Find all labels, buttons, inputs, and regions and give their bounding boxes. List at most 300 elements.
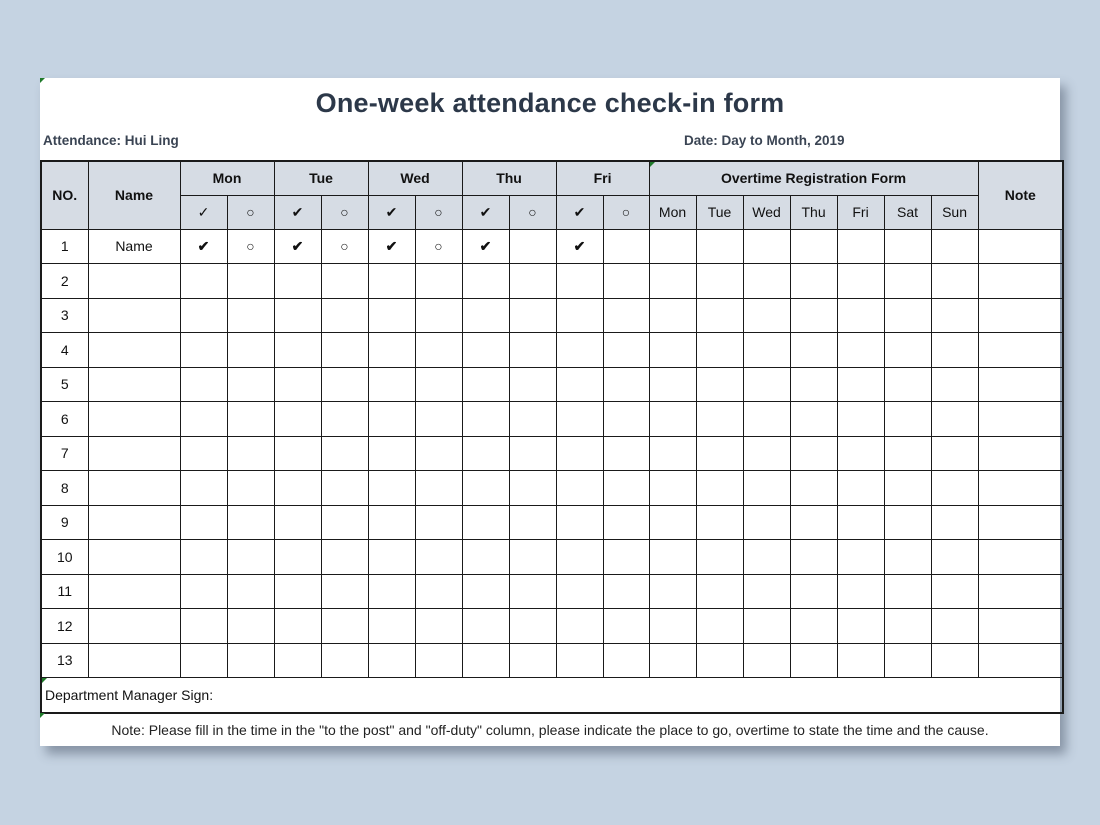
overtime-cell[interactable]	[790, 609, 837, 644]
overtime-cell[interactable]	[743, 609, 790, 644]
overtime-cell[interactable]	[790, 229, 837, 264]
overtime-cell[interactable]	[931, 471, 978, 506]
off-duty-cell[interactable]	[603, 505, 649, 540]
header-overtime	[649, 161, 978, 195]
off-duty-cell[interactable]	[509, 436, 556, 471]
on-duty-cell[interactable]	[274, 609, 321, 644]
off-duty-cell[interactable]	[321, 333, 368, 368]
on-duty-cell[interactable]	[368, 402, 415, 437]
off-duty-cell[interactable]	[415, 436, 462, 471]
on-duty-cell[interactable]	[462, 540, 509, 575]
overtime-cell[interactable]	[931, 609, 978, 644]
overtime-cell[interactable]	[837, 367, 884, 402]
overtime-cell[interactable]	[790, 574, 837, 609]
overtime-cell[interactable]	[931, 574, 978, 609]
overtime-cell[interactable]	[790, 540, 837, 575]
on-duty-cell[interactable]	[556, 333, 603, 368]
off-duty-cell[interactable]	[603, 333, 649, 368]
note-cell[interactable]	[978, 540, 1063, 575]
manager-sign-cell[interactable]	[41, 678, 1063, 714]
overtime-cell[interactable]	[649, 609, 696, 644]
name-cell[interactable]	[88, 540, 180, 575]
off-duty-cell[interactable]	[321, 298, 368, 333]
circle-icon: ○	[227, 195, 274, 229]
overtime-cell[interactable]	[743, 505, 790, 540]
on-duty-cell[interactable]	[368, 505, 415, 540]
on-duty-cell[interactable]	[462, 471, 509, 506]
overtime-cell[interactable]	[696, 367, 743, 402]
overtime-cell[interactable]	[837, 574, 884, 609]
off-duty-cell[interactable]	[415, 574, 462, 609]
off-duty-cell[interactable]	[415, 298, 462, 333]
row-number: 13	[41, 643, 88, 678]
on-duty-cell[interactable]	[180, 333, 227, 368]
off-duty-cell[interactable]	[227, 436, 274, 471]
name-cell[interactable]	[88, 505, 180, 540]
on-duty-cell[interactable]	[180, 609, 227, 644]
on-duty-cell[interactable]	[556, 264, 603, 299]
name-cell[interactable]	[88, 471, 180, 506]
off-duty-cell[interactable]	[415, 402, 462, 437]
on-duty-cell[interactable]	[368, 367, 415, 402]
note-cell[interactable]	[978, 229, 1063, 264]
overtime-cell[interactable]	[649, 471, 696, 506]
note-cell[interactable]	[978, 264, 1063, 299]
off-duty-cell[interactable]	[603, 609, 649, 644]
note-cell[interactable]	[978, 643, 1063, 678]
overtime-cell[interactable]	[790, 402, 837, 437]
on-duty-cell[interactable]	[274, 402, 321, 437]
off-duty-cell[interactable]	[321, 436, 368, 471]
on-duty-cell[interactable]	[180, 574, 227, 609]
row-number: 8	[41, 471, 88, 506]
overtime-cell[interactable]	[931, 402, 978, 437]
on-duty-cell[interactable]	[368, 609, 415, 644]
off-duty-cell[interactable]	[321, 505, 368, 540]
name-cell[interactable]	[88, 402, 180, 437]
on-duty-cell[interactable]	[274, 540, 321, 575]
overtime-cell[interactable]	[931, 298, 978, 333]
on-duty-cell[interactable]	[462, 505, 509, 540]
overtime-cell[interactable]	[931, 505, 978, 540]
on-duty-cell[interactable]	[556, 609, 603, 644]
note-cell[interactable]	[978, 471, 1063, 506]
on-duty-cell[interactable]	[180, 505, 227, 540]
on-duty-cell[interactable]	[462, 298, 509, 333]
off-duty-cell[interactable]	[603, 402, 649, 437]
table-row	[41, 609, 1063, 644]
circle-icon: ○	[509, 195, 556, 229]
off-duty-cell[interactable]	[509, 264, 556, 299]
off-duty-cell[interactable]	[227, 367, 274, 402]
overtime-cell[interactable]	[790, 367, 837, 402]
off-duty-cell[interactable]	[603, 540, 649, 575]
off-duty-cell[interactable]	[603, 264, 649, 299]
name-cell[interactable]	[88, 264, 180, 299]
circle-icon: ○	[603, 195, 649, 229]
overtime-day-thu: Thu	[790, 195, 837, 229]
header-day-thu: Thu	[462, 161, 556, 195]
on-duty-cell[interactable]	[368, 471, 415, 506]
off-duty-cell[interactable]	[321, 540, 368, 575]
on-duty-cell[interactable]	[180, 402, 227, 437]
on-duty-cell[interactable]	[368, 643, 415, 678]
overtime-cell[interactable]	[743, 229, 790, 264]
on-duty-cell[interactable]	[180, 264, 227, 299]
on-duty-cell[interactable]: ✔	[462, 229, 509, 264]
overtime-cell[interactable]	[696, 643, 743, 678]
header-note: Note	[978, 161, 1063, 229]
check-icon: ✔	[274, 195, 321, 229]
overtime-day-wed: Wed	[743, 195, 790, 229]
on-duty-cell[interactable]	[368, 298, 415, 333]
overtime-cell[interactable]	[696, 402, 743, 437]
off-duty-cell[interactable]	[509, 367, 556, 402]
name-cell[interactable]	[88, 609, 180, 644]
overtime-cell[interactable]	[696, 540, 743, 575]
overtime-cell[interactable]	[790, 333, 837, 368]
overtime-cell[interactable]	[649, 333, 696, 368]
off-duty-cell[interactable]	[603, 229, 649, 264]
off-duty-cell[interactable]	[509, 505, 556, 540]
name-cell[interactable]	[88, 367, 180, 402]
table-row	[41, 574, 1063, 609]
on-duty-cell[interactable]	[462, 264, 509, 299]
note-cell[interactable]	[978, 609, 1063, 644]
row-number: 10	[41, 540, 88, 575]
overtime-cell[interactable]	[790, 505, 837, 540]
on-duty-cell[interactable]: ✔	[556, 229, 603, 264]
on-duty-cell[interactable]	[274, 264, 321, 299]
name-cell[interactable]	[88, 643, 180, 678]
overtime-day-tue: Tue	[696, 195, 743, 229]
cell-comment-marker	[42, 678, 47, 683]
overtime-cell[interactable]	[837, 298, 884, 333]
off-duty-cell[interactable]	[509, 402, 556, 437]
name-cell[interactable]: Name	[88, 229, 180, 264]
on-duty-cell[interactable]: ✔	[368, 229, 415, 264]
off-duty-cell[interactable]	[227, 298, 274, 333]
off-duty-cell[interactable]	[509, 298, 556, 333]
table-row	[41, 367, 1063, 402]
overtime-cell[interactable]	[743, 436, 790, 471]
overtime-cell[interactable]	[649, 574, 696, 609]
name-cell[interactable]	[88, 333, 180, 368]
overtime-cell[interactable]	[884, 643, 931, 678]
off-duty-cell[interactable]	[603, 574, 649, 609]
on-duty-cell[interactable]	[274, 505, 321, 540]
row-number: 6	[41, 402, 88, 437]
attendance-label: Attendance: Hui Ling	[43, 133, 179, 148]
off-duty-cell[interactable]	[321, 574, 368, 609]
overtime-cell[interactable]	[837, 229, 884, 264]
note-cell[interactable]	[978, 333, 1063, 368]
overtime-cell[interactable]	[837, 402, 884, 437]
on-duty-cell[interactable]	[368, 264, 415, 299]
off-duty-cell[interactable]	[227, 574, 274, 609]
on-duty-cell[interactable]	[556, 540, 603, 575]
on-duty-cell[interactable]	[556, 643, 603, 678]
off-duty-cell[interactable]	[321, 264, 368, 299]
overtime-cell[interactable]	[649, 298, 696, 333]
overtime-cell[interactable]	[743, 471, 790, 506]
off-duty-cell[interactable]	[415, 609, 462, 644]
overtime-cell[interactable]	[931, 333, 978, 368]
overtime-cell[interactable]	[649, 367, 696, 402]
overtime-cell[interactable]	[931, 367, 978, 402]
off-duty-cell[interactable]	[415, 540, 462, 575]
overtime-cell[interactable]	[884, 505, 931, 540]
header-day-mon: Mon	[180, 161, 274, 195]
on-duty-cell[interactable]	[274, 643, 321, 678]
on-duty-cell[interactable]	[556, 574, 603, 609]
off-duty-cell[interactable]	[509, 540, 556, 575]
on-duty-cell[interactable]	[556, 471, 603, 506]
header-day-tue: Tue	[274, 161, 368, 195]
on-duty-cell[interactable]	[180, 643, 227, 678]
overtime-cell[interactable]	[884, 471, 931, 506]
overtime-cell[interactable]	[931, 229, 978, 264]
overtime-cell[interactable]	[743, 333, 790, 368]
row-number: 9	[41, 505, 88, 540]
on-duty-cell[interactable]	[556, 436, 603, 471]
off-duty-cell[interactable]	[227, 540, 274, 575]
overtime-cell[interactable]	[649, 643, 696, 678]
note-cell[interactable]	[978, 574, 1063, 609]
table-row	[41, 229, 1063, 264]
header-no: NO.	[41, 161, 88, 229]
on-duty-cell[interactable]	[274, 333, 321, 368]
off-duty-cell[interactable]	[603, 436, 649, 471]
overtime-cell[interactable]	[649, 264, 696, 299]
on-duty-cell[interactable]	[274, 436, 321, 471]
off-duty-cell[interactable]	[509, 333, 556, 368]
header-name: Name	[88, 161, 180, 229]
off-duty-cell[interactable]: ○	[227, 229, 274, 264]
overtime-cell[interactable]	[931, 643, 978, 678]
overtime-cell[interactable]	[649, 436, 696, 471]
circle-icon: ○	[321, 195, 368, 229]
on-duty-cell[interactable]	[180, 298, 227, 333]
note-cell[interactable]	[978, 436, 1063, 471]
overtime-cell[interactable]	[884, 609, 931, 644]
overtime-cell[interactable]	[790, 264, 837, 299]
off-duty-cell[interactable]	[509, 643, 556, 678]
overtime-cell[interactable]	[931, 436, 978, 471]
overtime-cell[interactable]	[931, 540, 978, 575]
table-row	[41, 298, 1063, 333]
manager-sign-label: Department Manager Sign:	[45, 687, 214, 703]
page-title: One-week attendance check-in form	[315, 88, 785, 118]
check-icon: ✔	[462, 195, 509, 229]
overtime-cell[interactable]	[884, 540, 931, 575]
overtime-cell[interactable]	[696, 574, 743, 609]
on-duty-cell[interactable]	[368, 333, 415, 368]
off-duty-cell[interactable]	[603, 298, 649, 333]
on-duty-cell[interactable]: ✔	[274, 229, 321, 264]
check-icon: ✔	[556, 195, 603, 229]
overtime-cell[interactable]	[837, 436, 884, 471]
on-duty-cell[interactable]	[274, 298, 321, 333]
overtime-cell[interactable]	[884, 574, 931, 609]
date-label: Date: Day to Month, 2019	[684, 133, 845, 148]
off-duty-cell[interactable]	[227, 609, 274, 644]
overtime-cell[interactable]	[884, 229, 931, 264]
overtime-day-sun: Sun	[931, 195, 978, 229]
table-row	[41, 436, 1063, 471]
overtime-cell[interactable]	[649, 229, 696, 264]
overtime-cell[interactable]	[696, 609, 743, 644]
overtime-day-mon: Mon	[649, 195, 696, 229]
on-duty-cell[interactable]	[556, 298, 603, 333]
on-duty-cell[interactable]	[556, 505, 603, 540]
overtime-cell[interactable]	[837, 333, 884, 368]
overtime-cell[interactable]	[884, 367, 931, 402]
on-duty-cell[interactable]	[180, 367, 227, 402]
overtime-cell[interactable]	[743, 540, 790, 575]
off-duty-cell[interactable]	[227, 643, 274, 678]
overtime-cell[interactable]	[696, 333, 743, 368]
on-duty-cell[interactable]	[462, 574, 509, 609]
note-cell[interactable]	[978, 367, 1063, 402]
overtime-cell[interactable]	[743, 643, 790, 678]
overtime-cell[interactable]	[837, 505, 884, 540]
off-duty-cell[interactable]: ○	[415, 229, 462, 264]
on-duty-cell[interactable]	[462, 367, 509, 402]
overtime-cell[interactable]	[649, 505, 696, 540]
note-cell[interactable]	[978, 298, 1063, 333]
overtime-cell[interactable]	[790, 643, 837, 678]
off-duty-cell[interactable]	[415, 505, 462, 540]
overtime-cell[interactable]	[884, 333, 931, 368]
overtime-day-fri: Fri	[837, 195, 884, 229]
on-duty-cell[interactable]	[462, 436, 509, 471]
footnote: Note: Please fill in the time in the "to the post" and "off-duty" column, please indicate the place to go, overtime to state the time and the cause.	[111, 722, 989, 738]
overtime-cell[interactable]	[696, 298, 743, 333]
row-number: 4	[41, 333, 88, 368]
note-cell[interactable]	[978, 505, 1063, 540]
overtime-cell[interactable]	[837, 471, 884, 506]
row-number: 7	[41, 436, 88, 471]
off-duty-cell[interactable]	[509, 609, 556, 644]
on-duty-cell[interactable]	[462, 402, 509, 437]
overtime-cell[interactable]	[884, 436, 931, 471]
off-duty-cell[interactable]	[321, 471, 368, 506]
off-duty-cell[interactable]	[227, 264, 274, 299]
name-cell[interactable]	[88, 574, 180, 609]
overtime-cell[interactable]	[884, 298, 931, 333]
overtime-cell[interactable]	[837, 264, 884, 299]
table-row	[41, 333, 1063, 368]
off-duty-cell[interactable]	[509, 229, 556, 264]
overtime-cell[interactable]	[743, 367, 790, 402]
off-duty-cell[interactable]	[415, 367, 462, 402]
on-duty-cell[interactable]	[556, 402, 603, 437]
off-duty-cell[interactable]	[227, 333, 274, 368]
cell-comment-marker	[40, 713, 45, 718]
on-duty-cell[interactable]	[462, 333, 509, 368]
table-row	[41, 264, 1063, 299]
overtime-cell[interactable]	[931, 264, 978, 299]
on-duty-cell[interactable]	[180, 540, 227, 575]
on-duty-cell[interactable]	[368, 436, 415, 471]
note-cell[interactable]	[978, 402, 1063, 437]
on-duty-cell[interactable]	[462, 609, 509, 644]
on-duty-cell[interactable]	[274, 367, 321, 402]
overtime-cell[interactable]	[790, 298, 837, 333]
overtime-cell[interactable]	[649, 402, 696, 437]
on-duty-cell[interactable]	[556, 367, 603, 402]
overtime-cell[interactable]	[790, 471, 837, 506]
row-number: 2	[41, 264, 88, 299]
on-duty-cell[interactable]	[274, 574, 321, 609]
overtime-cell[interactable]	[696, 436, 743, 471]
on-duty-cell[interactable]	[180, 436, 227, 471]
overtime-cell[interactable]	[649, 540, 696, 575]
overtime-cell[interactable]	[696, 471, 743, 506]
off-duty-cell[interactable]: ○	[321, 229, 368, 264]
off-duty-cell[interactable]	[321, 609, 368, 644]
overtime-cell[interactable]	[743, 264, 790, 299]
on-duty-cell[interactable]	[368, 540, 415, 575]
on-duty-cell[interactable]	[368, 574, 415, 609]
off-duty-cell[interactable]	[415, 333, 462, 368]
on-duty-cell[interactable]: ✔	[180, 229, 227, 264]
overtime-cell[interactable]	[696, 264, 743, 299]
off-duty-cell[interactable]	[603, 471, 649, 506]
table-row	[41, 505, 1063, 540]
overtime-cell[interactable]	[884, 402, 931, 437]
header-day-fri: Fri	[556, 161, 649, 195]
row-number: 1	[41, 229, 88, 264]
overtime-cell[interactable]	[790, 436, 837, 471]
off-duty-cell[interactable]	[321, 402, 368, 437]
table-row	[41, 402, 1063, 437]
off-duty-cell[interactable]	[227, 402, 274, 437]
overtime-cell[interactable]	[743, 574, 790, 609]
off-duty-cell[interactable]	[509, 574, 556, 609]
off-duty-cell[interactable]	[415, 643, 462, 678]
check-icon: ✓	[180, 195, 227, 229]
off-duty-cell[interactable]	[321, 643, 368, 678]
overtime-cell[interactable]	[696, 505, 743, 540]
overtime-cell[interactable]	[837, 609, 884, 644]
overtime-cell[interactable]	[837, 540, 884, 575]
overtime-cell[interactable]	[743, 298, 790, 333]
off-duty-cell[interactable]	[603, 643, 649, 678]
overtime-cell[interactable]	[884, 264, 931, 299]
circle-icon: ○	[415, 195, 462, 229]
overtime-cell[interactable]	[743, 402, 790, 437]
overtime-cell[interactable]	[837, 643, 884, 678]
name-cell[interactable]	[88, 298, 180, 333]
overtime-cell[interactable]	[696, 229, 743, 264]
off-duty-cell[interactable]	[415, 471, 462, 506]
name-cell[interactable]	[88, 436, 180, 471]
on-duty-cell[interactable]	[180, 471, 227, 506]
on-duty-cell[interactable]	[274, 471, 321, 506]
cell-comment-marker	[40, 78, 45, 83]
off-duty-cell[interactable]	[227, 471, 274, 506]
on-duty-cell[interactable]	[462, 643, 509, 678]
row-number: 3	[41, 298, 88, 333]
off-duty-cell[interactable]	[321, 367, 368, 402]
off-duty-cell[interactable]	[509, 471, 556, 506]
off-duty-cell[interactable]	[227, 505, 274, 540]
off-duty-cell[interactable]	[415, 264, 462, 299]
off-duty-cell[interactable]	[603, 367, 649, 402]
cell-comment-marker	[650, 162, 655, 167]
